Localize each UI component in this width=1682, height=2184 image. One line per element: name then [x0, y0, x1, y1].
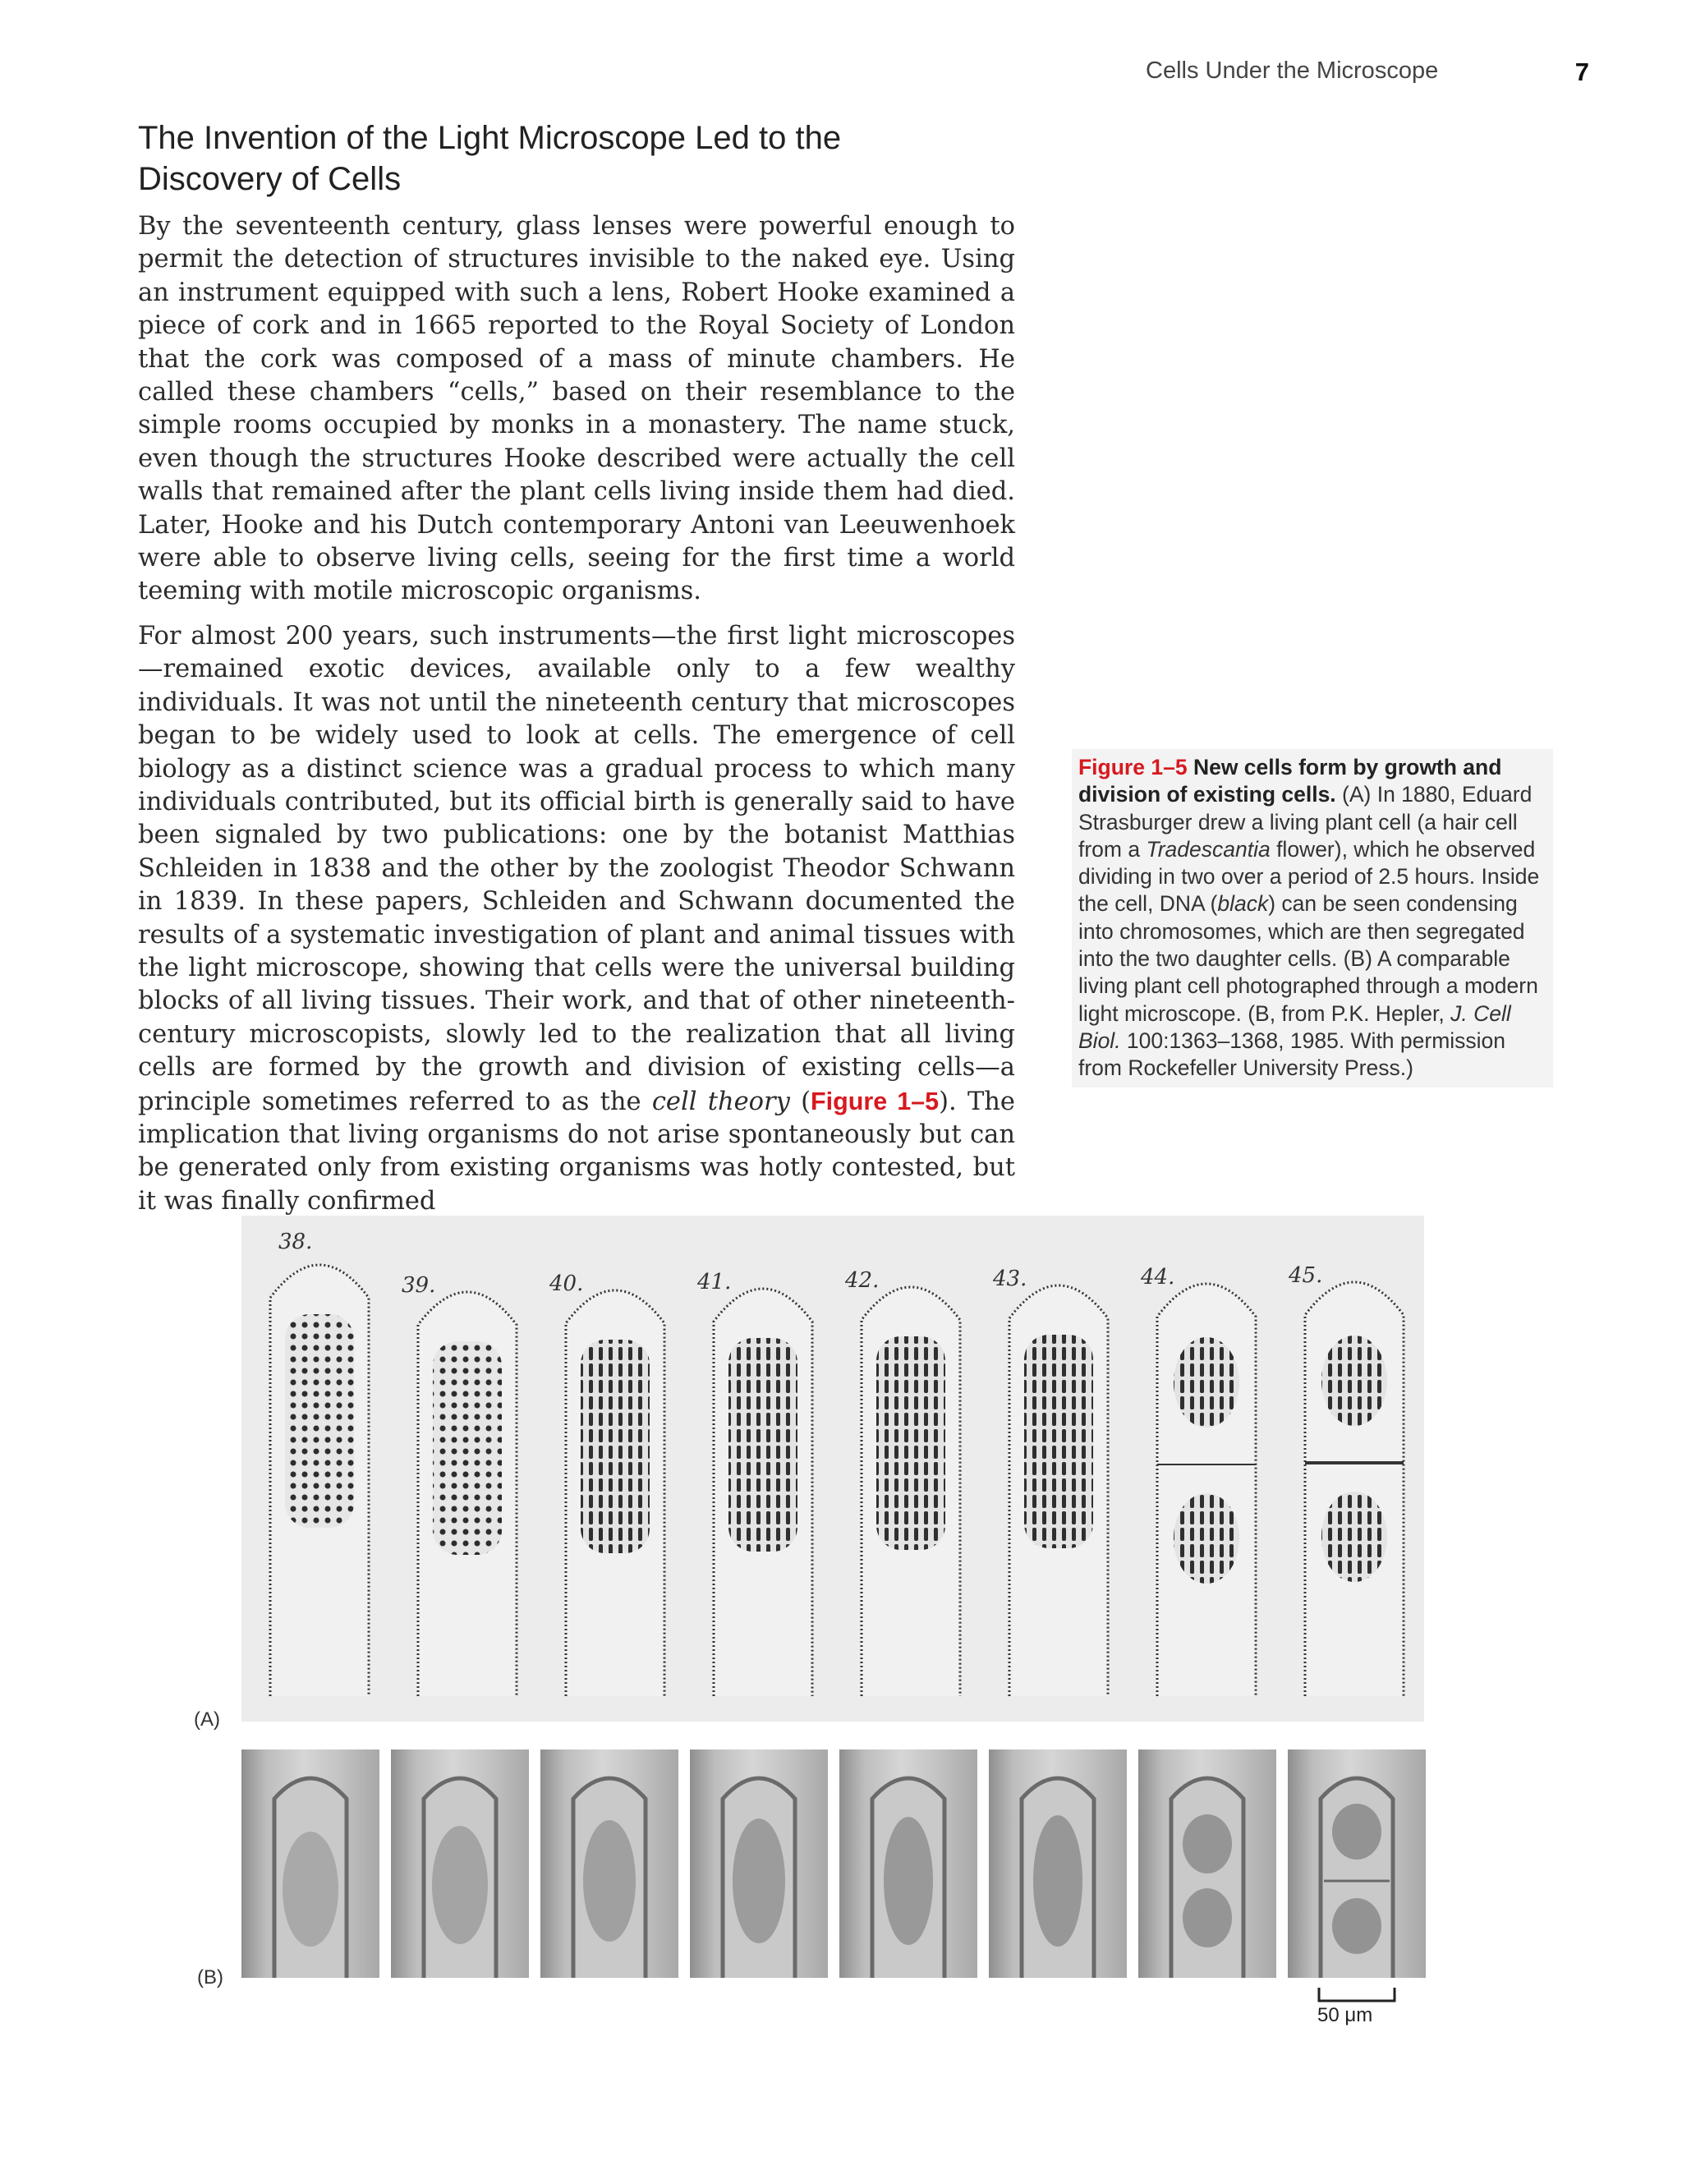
drawn-daughter-nucleus — [1174, 1337, 1239, 1428]
paren-open: ( — [789, 1087, 811, 1116]
drawn-nucleus — [1024, 1335, 1093, 1548]
micrograph-8 — [1288, 1749, 1426, 1978]
micrograph-4 — [690, 1749, 828, 1978]
paragraph-2-text-b: ). The implication that living organisms do not arise spontaneously but can be generated only from existing organisms was hotly contested, but it was finally confirmed — [138, 1087, 1015, 1216]
drawn-daughter-nucleus — [1174, 1493, 1239, 1584]
caption-title: New cells form by growth and division of existing cells. — [1078, 755, 1502, 807]
caption-italic-2: black — [1217, 891, 1269, 917]
drawn-nucleus — [876, 1336, 945, 1550]
page-number: 7 — [1574, 57, 1589, 86]
figure-reference-link[interactable]: Figure 1–5 — [811, 1087, 940, 1115]
drawn-nucleus — [728, 1338, 797, 1552]
section-heading — [138, 117, 959, 200]
figure-caption — [1072, 749, 1553, 1087]
paragraph-2-text-a: For almost 200 years, such instruments—the first light microscopes—remained exotic devices, available only to a few wealthy individuals. It was not until the nineteenth century that microscopes began to be widely used to look at cells. The emergence of cell biology as a distinct science was a gradual process to which many individuals contributed, but its official birth is generally said to have been signaled by two publications: one by the botanist Matthias Schleiden in 1838 and the other by the zoologist Theodor Schwann in 1839. In these papers, Schleiden and Schwann documented the results of a systematic investigation of plant and animal tissues with the light microscope, showing that cells were the universal building blocks of all living tissues. Their work, and that of other nineteenth-century microscopists, slowly led to the realization that all living cells are formed by the growth and division of existing cells—a principle sometimes referred to as the — [138, 621, 1015, 1116]
caption-italic-1: Tradescantia — [1146, 836, 1271, 862]
drawn-nucleus — [285, 1314, 354, 1528]
panel-a-drawing — [241, 1216, 1424, 1722]
drawn-nucleus — [581, 1340, 650, 1553]
caption-figure-label: Figure 1–5 — [1078, 755, 1188, 779]
caption-text-2: flower), which he observed dividing in two over a period of 2.5 hours. Inside the cell, DNA ( — [1078, 836, 1540, 917]
micrograph-1 — [241, 1749, 379, 1978]
micrograph-3 — [540, 1749, 678, 1978]
caption-text-4: 100:1363–1368, 1985. With permission from Rockefeller University Press.) — [1078, 1028, 1506, 1081]
micrograph-5 — [839, 1749, 977, 1978]
cell-drawings-illustration — [241, 1216, 1424, 1722]
micrograph-6 — [989, 1749, 1127, 1978]
drawn-daughter-nucleus — [1321, 1336, 1387, 1426]
caption-italic-3: J. Cell Biol. — [1078, 1000, 1511, 1053]
caption-text-1: (A) In 1880, Eduard Strasburger drew a living plant cell (a hair cell from a — [1078, 782, 1533, 862]
body-text — [138, 210, 1015, 1230]
caption-text-3: ) can be seen condensing into chromosomes, which are then segregated into the two daughter cells. (B) A comparable living plant cell photographed through a modern light microscope. (B, from P.K. Hepler, — [1078, 891, 1538, 1026]
drawing-number: 45. — [1289, 1263, 1323, 1288]
drawing-number: 39. — [402, 1273, 436, 1298]
panel-b-label: (B) — [197, 1966, 223, 1989]
drawing-number: 40. — [549, 1271, 584, 1296]
drawing-number: 42. — [845, 1268, 880, 1293]
panel-b-photo-strip — [241, 1749, 1424, 1979]
paragraph-1: By the seventeenth century, glass lenses were powerful enough to permit the detection of structures invisible to the naked eye. Using an instrument equipped with such a lens, Robert Hooke examined a piece of cork and in 1665 reported to the Royal Society of London that the cork was composed of a mass of minute chambers. He called these chambers “cells,” based on their resemblance to the simple rooms occupied by monks in a monastery. The name stuck, even though the structures Hooke described were actually the cell walls that remained after the plant cells living inside them had died. Later, Hooke and his Dutch contemporary Antoni van Leeuwenhoek were able to observe living cells, seeing for the first time a world teeming with motile microscopic organisms. — [138, 212, 1015, 606]
running-head-section-title: Cells Under the Microscope — [1146, 57, 1439, 84]
drawing-number: 43. — [993, 1267, 1027, 1291]
scale-bar-label: 50 μm — [1317, 2004, 1373, 2026]
drawing-number: 41. — [697, 1270, 732, 1294]
cell-theory-term: cell theory — [651, 1087, 790, 1116]
drawn-nucleus — [433, 1341, 502, 1555]
micrograph-2 — [391, 1749, 529, 1978]
paragraph-2 — [138, 620, 1015, 1218]
drawn-daughter-nucleus — [1321, 1492, 1387, 1582]
panel-a-label: (A) — [194, 1708, 220, 1731]
drawing-number: 38. — [278, 1230, 313, 1254]
micrograph-7 — [1138, 1749, 1276, 1978]
running-head — [1146, 57, 1589, 90]
heading-line-1: The Invention of the Light Microscope Led to the — [138, 120, 842, 156]
heading-line-2: Discovery of Cells — [138, 161, 402, 197]
drawing-number: 44. — [1141, 1265, 1175, 1290]
